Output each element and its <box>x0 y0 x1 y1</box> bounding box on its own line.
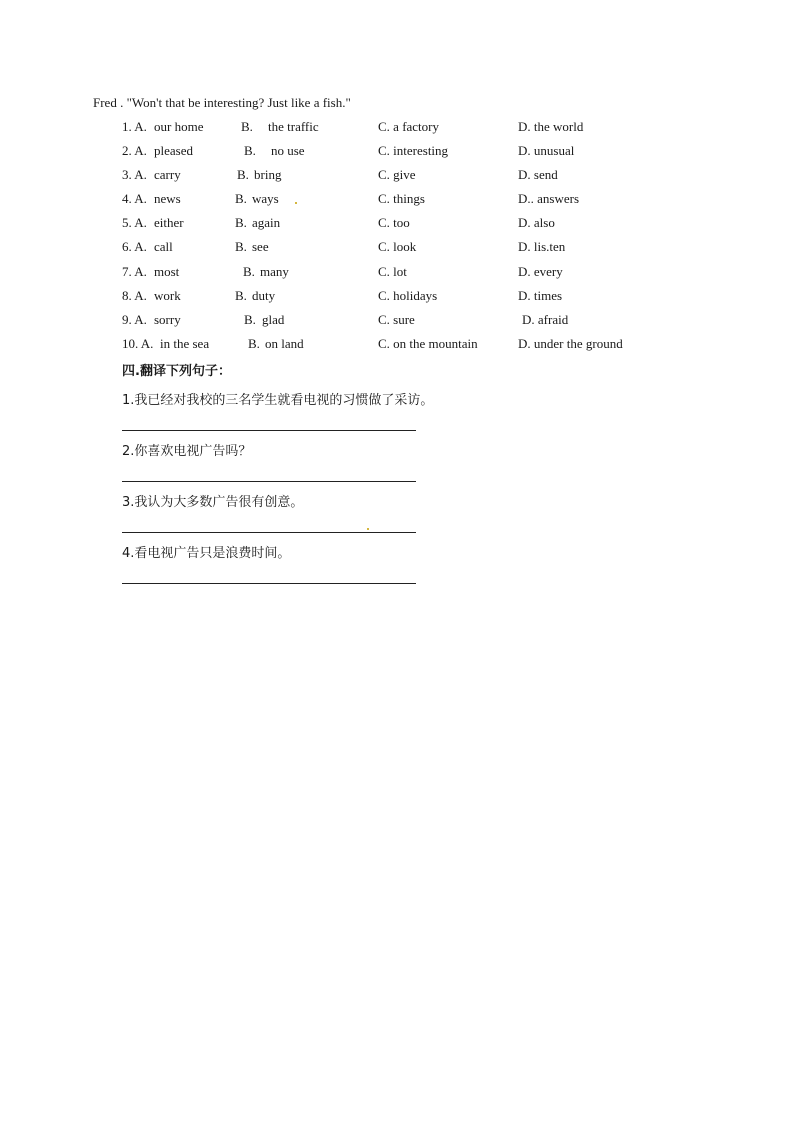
option-c: C. give <box>378 167 416 182</box>
option-c: C. holidays <box>378 288 438 303</box>
answer-line[interactable] <box>122 532 416 533</box>
question-number: 7. A. <box>122 264 147 279</box>
option-a: carry <box>154 167 181 182</box>
option-a: pleased <box>154 143 193 158</box>
option-b-label: B. <box>235 239 247 254</box>
question-number: 10. A. <box>122 336 154 351</box>
question-number: 6. A. <box>122 239 147 254</box>
translation-prompt: 4.看电视广告只是浪费时间。 <box>122 546 291 561</box>
option-b: bring <box>254 167 282 182</box>
option-c: C. interesting <box>378 143 449 158</box>
question-number: 4. A. <box>122 191 147 206</box>
option-b-label: B. <box>241 119 253 134</box>
option-row <box>0 143 794 163</box>
option-c: C. things <box>378 191 425 206</box>
question-number: 8. A. <box>122 288 147 303</box>
option-c: C. lot <box>378 264 407 279</box>
option-row <box>0 167 794 187</box>
option-b: duty <box>252 288 276 303</box>
option-b: see <box>252 239 269 254</box>
option-a: most <box>154 264 180 279</box>
option-b-label: B. <box>243 264 255 279</box>
option-b-label: B. <box>248 336 260 351</box>
stray-mark <box>367 528 369 530</box>
option-a: work <box>154 288 181 303</box>
option-b: ways <box>252 191 279 206</box>
option-d: D.. answers <box>518 191 580 206</box>
answer-line[interactable] <box>122 430 416 431</box>
option-b-label: B. <box>244 143 256 158</box>
option-row <box>0 119 794 139</box>
option-row <box>0 215 794 235</box>
answer-line[interactable] <box>122 583 416 584</box>
stray-mark <box>295 202 297 204</box>
answer-line[interactable] <box>122 481 416 482</box>
option-d: D. unusual <box>518 143 575 158</box>
option-a: in the sea <box>160 336 210 351</box>
option-c: C. sure <box>378 312 415 327</box>
translation-prompt: 3.我认为大多数广告很有创意。 <box>122 495 304 510</box>
option-row <box>0 264 794 284</box>
option-d: D. the world <box>518 119 584 134</box>
option-d: D. afraid <box>522 312 569 327</box>
option-b: no use <box>271 143 305 158</box>
option-row <box>0 239 794 259</box>
option-b-label: B. <box>235 215 247 230</box>
option-b: many <box>260 264 289 279</box>
option-d: D. under the ground <box>518 336 623 351</box>
option-c: C. on the mountain <box>378 336 478 351</box>
option-row <box>0 336 794 356</box>
option-b: on land <box>265 336 304 351</box>
translation-prompt: 1.我已经对我校的三名学生就看电视的习惯做了采访。 <box>122 393 434 408</box>
question-number: 2. A. <box>122 143 147 158</box>
option-a: news <box>154 191 181 206</box>
section-heading: 四.翻译下列句子： <box>122 364 231 379</box>
option-a: our home <box>154 119 204 134</box>
option-d: D. send <box>518 167 558 182</box>
option-d: D. times <box>518 288 563 303</box>
option-b: again <box>252 215 281 230</box>
option-d: D. also <box>518 215 555 230</box>
option-row <box>0 288 794 308</box>
option-row <box>0 191 794 211</box>
option-a: either <box>154 215 184 230</box>
option-c: C. too <box>378 215 410 230</box>
option-c: C. look <box>378 239 417 254</box>
passage-ending: Fred . "Won't that be interesting? Just like a fish." <box>93 95 351 110</box>
option-b-label: B. <box>235 288 247 303</box>
option-b-label: B. <box>235 191 247 206</box>
option-a: sorry <box>154 312 181 327</box>
option-c: C. a factory <box>378 119 440 134</box>
option-d: D. lis.ten <box>518 239 566 254</box>
option-b-label: B. <box>244 312 256 327</box>
option-b-label: B. <box>237 167 249 182</box>
option-b: the traffic <box>268 119 319 134</box>
question-number: 5. A. <box>122 215 147 230</box>
option-a: call <box>154 239 173 254</box>
question-number: 3. A. <box>122 167 147 182</box>
translation-prompt: 2.你喜欢电视广告吗？ <box>122 444 252 459</box>
option-b: glad <box>262 312 285 327</box>
question-number: 1. A. <box>122 119 147 134</box>
option-row <box>0 312 794 332</box>
option-d: D. every <box>518 264 563 279</box>
question-number: 9. A. <box>122 312 147 327</box>
